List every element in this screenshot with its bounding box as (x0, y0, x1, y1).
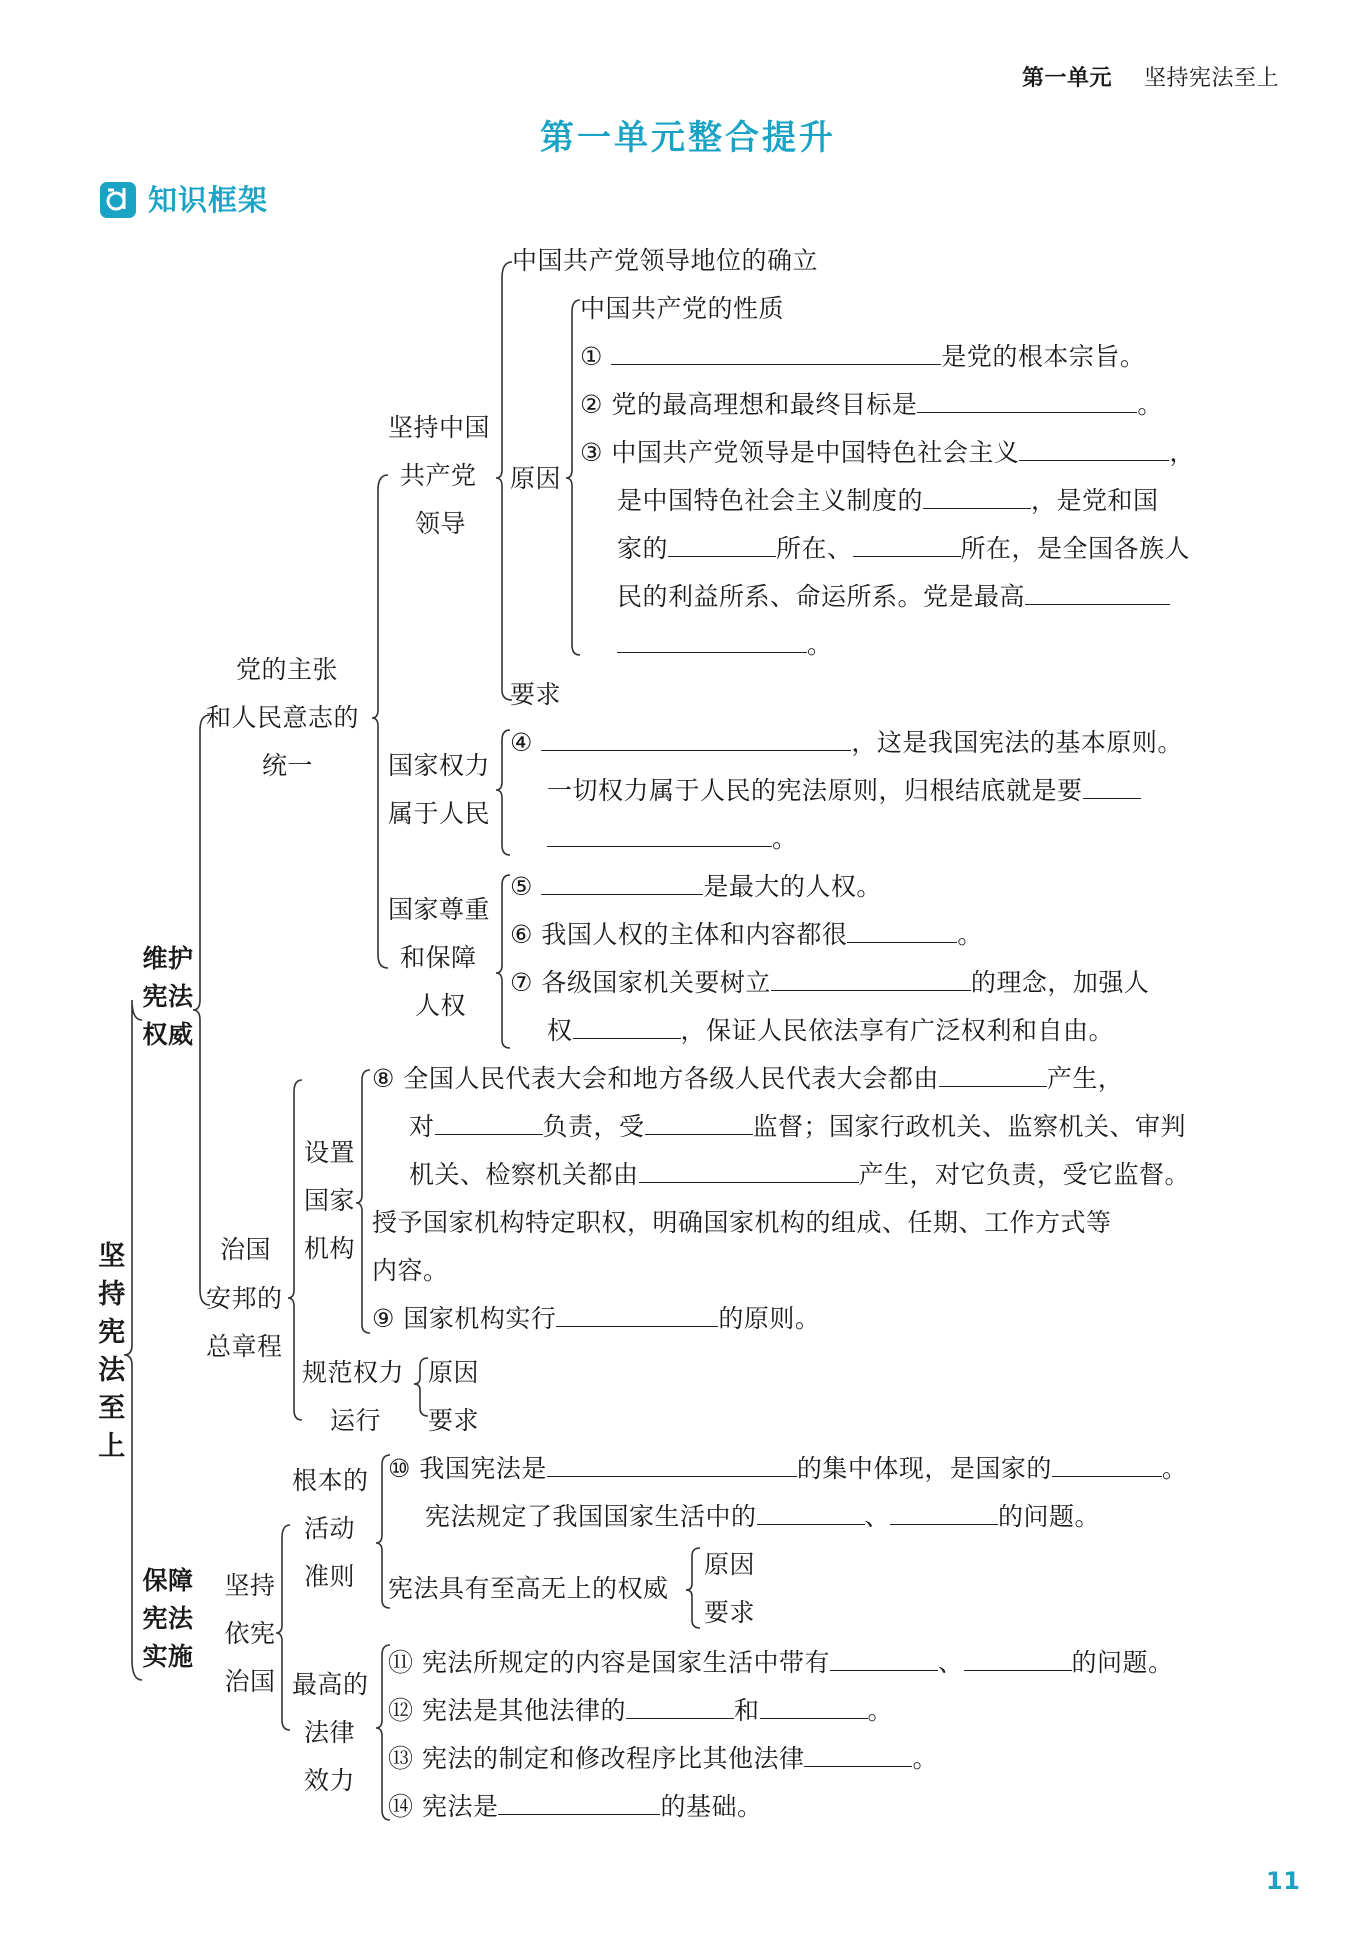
set-organs-l2: 国家 (304, 1186, 356, 1215)
party-will-l3: 统一 (262, 751, 314, 780)
highest-effect-l3: 效力 (304, 1766, 356, 1795)
rule-by-constitution-node: 坚持依宪治国 (224, 1571, 276, 1696)
fundamental-norm-l3: 准则 (304, 1562, 356, 1591)
item-1: ① 是党的根本宗旨。 (580, 342, 1146, 371)
page-title: 第一单元整合提升 (540, 118, 836, 158)
regulate-reason: 原因 (428, 1358, 480, 1387)
item-4-line3: 。 (547, 822, 798, 856)
set-organs-l3: 机构 (304, 1234, 356, 1263)
item-4-line2: 一切权力属于人民的宪法原则，归根结底就是要 (547, 774, 1141, 808)
item-5: ⑤ 是最大的人权。 (510, 872, 882, 901)
highest-effect-l2: 法律 (304, 1718, 356, 1747)
human-rights-l1: 国家尊重 (388, 895, 491, 924)
item-8: ⑧ 全国人民代表大会和地方各级人民代表大会都由 产生， (372, 1064, 1124, 1093)
page-number: 11 (1266, 1867, 1301, 1895)
power-people-l2: 属于人民 (388, 799, 491, 828)
party-leader-l2: 共产党 (400, 461, 477, 490)
fundamental-norm-l2: 活动 (304, 1514, 356, 1543)
party-will-l1: 党的主张 (236, 655, 339, 684)
ensure-node: 保障宪法实施 (142, 1566, 194, 1671)
root-node: 坚持宪法至上 (98, 1241, 126, 1462)
party-leader-l3: 领导 (415, 509, 467, 538)
item-4: ④ ，这是我国宪法的基本原则。 (510, 728, 1183, 757)
charter-l3: 总章程 (206, 1332, 283, 1361)
item-3-line2: 是中国特色社会主义制度的 ，是党和国 (617, 486, 1159, 515)
item-13: ⑬ 宪法的制定和修改程序比其他法律 。 (388, 1744, 938, 1773)
grant-powers-line2: 内容。 (372, 1256, 449, 1285)
item-9: ⑨ 国家机构实行 的原则。 (372, 1304, 821, 1333)
highest-effect-l1: 最高的 (292, 1670, 369, 1699)
item-6: ⑥ 我国人权的主体和内容都很 。 (510, 920, 983, 949)
item-3-line1: ③ 中国共产党领导是中国特色社会主义 ， (580, 438, 1195, 467)
item-12: ⑫ 宪法是其他法律的 和 。 (388, 1696, 894, 1725)
maintain-node: 维护宪法权威 (142, 944, 194, 1049)
item-7-line2: 权 ，保证人民依法享有广泛权利和自由。 (547, 1016, 1115, 1045)
item-8-line2: 对 负责，受 监督；国家行政机关、监察机关、审判 (409, 1112, 1187, 1141)
human-rights-l3: 人权 (415, 991, 467, 1020)
item-3-line5: 。 (617, 628, 833, 662)
item-14: ⑭ 宪法是 的基础。 (388, 1792, 763, 1821)
requirement-label: 要求 (510, 680, 562, 709)
reason-label: 原因 (510, 464, 562, 493)
supreme-authority: 宪法具有至高无上的权威 (388, 1574, 669, 1603)
item-2: ② 党的最高理想和最终目标是 。 (580, 390, 1163, 419)
party-nature: 中国共产党的性质 (580, 294, 785, 323)
party-leader-l1: 坚持中国 (388, 413, 491, 442)
set-organs-l1: 设置 (304, 1138, 356, 1167)
power-people-l1: 国家权力 (388, 751, 491, 780)
section-title: 知识框架 (148, 183, 269, 217)
party-will-l2: 和人民意志的 (206, 703, 360, 732)
grant-powers-line1: 授予国家机构特定职权，明确国家机构的组成、任期、工作方式等 (372, 1208, 1112, 1237)
item-7: ⑦ 各级国家机关要树立 的理念，加强人 (510, 968, 1150, 997)
regulate-requirement: 要求 (428, 1406, 480, 1435)
charter-l1: 治国 (220, 1235, 272, 1264)
item-10: ⑩ 我国宪法是 的集中体现，是国家的 。 (388, 1454, 1188, 1483)
item-11: ⑪ 宪法所规定的内容是国家生活中带有 、 的问题。 (388, 1648, 1174, 1677)
item-3-line3: 家的 所在、 所在，是全国各族人 (617, 534, 1191, 563)
supreme-reason: 原因 (704, 1550, 756, 1579)
regulate-power-l2: 运行 (330, 1406, 382, 1435)
item-3-line4: 民的利益所系、命运所系。党是最高 (617, 580, 1170, 614)
header-subtitle: 坚持宪法至上 (1144, 66, 1280, 91)
regulate-power-l1: 规范权力 (302, 1358, 405, 1387)
human-rights-l2: 和保障 (400, 943, 477, 972)
leadership-established: 中国共产党领导地位的确立 (512, 246, 819, 275)
header-unit: 第一单元 (1022, 66, 1113, 91)
supreme-requirement: 要求 (704, 1598, 756, 1627)
fundamental-norm-l1: 根本的 (292, 1466, 369, 1495)
item-10-line2: 宪法规定了我国国家生活中的 、 的问题。 (425, 1502, 1101, 1531)
item-8-line3: 机关、检察机关都由 产生，对它负责，受它监督。 (409, 1160, 1191, 1189)
charter-l2: 安邦的 (206, 1284, 283, 1313)
